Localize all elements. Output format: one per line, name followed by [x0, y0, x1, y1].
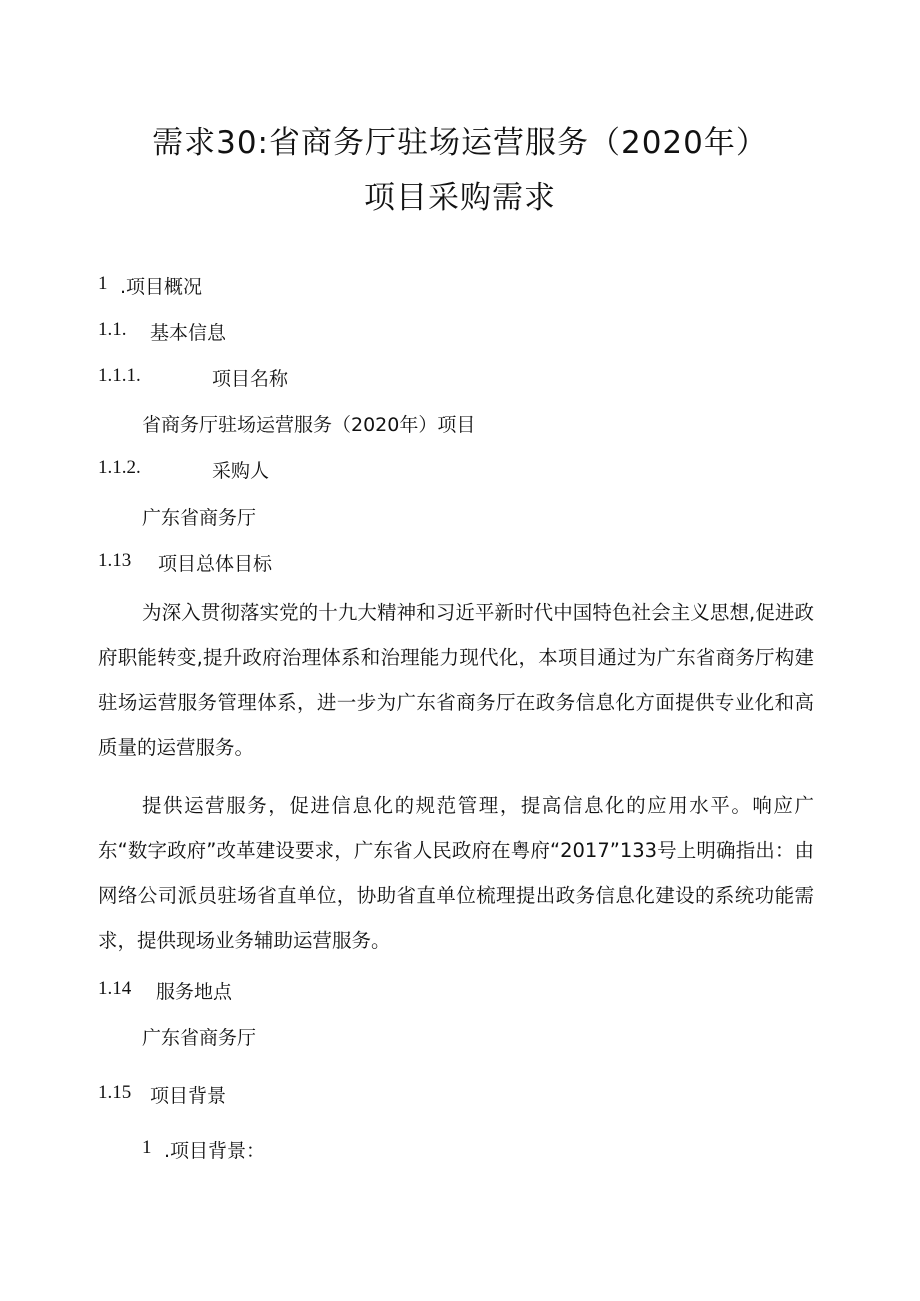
- heading-1-14: [98, 977, 233, 1003]
- project-name-value: 省商务厅驻场运营服务（2020年）项目: [142, 414, 476, 436]
- heading-1-label: .项目概况: [120, 276, 203, 298]
- heading-1-14-label: 服务地点: [156, 981, 233, 1003]
- heading-1-15-label: 项目背景: [150, 1085, 227, 1107]
- heading-1-1-2-number: 1.1.2.: [98, 457, 141, 478]
- objective-paragraph-1: 为深入贯彻落实党的十九大精神和习近平新时代中国特色社会主义思想,促进政府职能转变,提升政府治理体系和治理能力现代化，本项目通过为广东省商务厅构建驻场运营服务管理体系，进一步为广东省商务厅在政务信息化方面提供专业化和高质量的运营服务。: [98, 601, 814, 759]
- heading-1-1-1-label: 项目名称: [212, 368, 289, 390]
- heading-1-13-number: 1.13: [98, 550, 132, 571]
- heading-1-1-1-number: 1.1.1.: [98, 365, 141, 386]
- heading-1-number: 1: [98, 273, 108, 294]
- subheading-background-label: .项目背景：: [164, 1140, 266, 1162]
- heading-1-13: [98, 549, 273, 575]
- heading-1-1: [98, 318, 227, 344]
- subheading-background-number: 1: [142, 1137, 152, 1158]
- heading-1-13-label: 项目总体目标: [158, 553, 273, 575]
- heading-1-1-label: 基本信息: [150, 322, 227, 344]
- objective-paragraph-2: 提供运营服务，促进信息化的规范管理，提高信息化的应用水平。响应广东“数字政府”改革建设要求，广东省人民政府在粤府“2017”133号上明确指出：由网络公司派员驻场省直单位，协助省直单位梳理提出政务信息化建设的系统功能需求，提供现场业务辅助运营服务。: [98, 794, 814, 952]
- purchaser-value: 广东省商务厅: [142, 507, 257, 529]
- heading-1-1-number: 1.1.: [98, 319, 127, 340]
- heading-1: [98, 272, 203, 298]
- heading-1-15-number: 1.15: [98, 1082, 132, 1103]
- heading-1-1-2-label: 采购人: [212, 460, 270, 482]
- heading-1-14-number: 1.14: [98, 978, 132, 999]
- heading-1-15: [98, 1081, 227, 1107]
- heading-1-1-2: [98, 456, 270, 482]
- service-location-value: 广东省商务厅: [142, 1027, 257, 1049]
- subheading-background: [142, 1136, 266, 1162]
- document-title-line-1: 需求30:省商务厅驻场运营服务（2020年）: [152, 125, 768, 161]
- heading-1-1-1: [98, 364, 289, 390]
- document-title-line-2: 项目采购需求: [364, 180, 556, 216]
